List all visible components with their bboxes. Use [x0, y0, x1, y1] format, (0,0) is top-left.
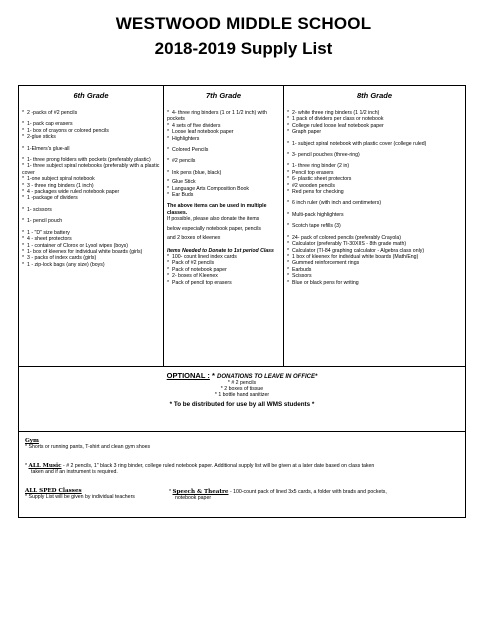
item-text: 4- three ring binders (1 or 1 1/2 inch) with pockets [167, 110, 267, 123]
grade6-title: 6th Grade [73, 91, 109, 100]
grade7-note-line: below especially notebook paper, pencils [167, 225, 262, 232]
bullet: * [287, 152, 290, 159]
bullet: * [22, 134, 25, 141]
bullet: * [287, 200, 290, 207]
bullet: * [167, 135, 170, 142]
bullet: * [167, 110, 170, 116]
item-text: 4 sets of five dividers [172, 122, 221, 129]
speech-text: - 100-count pack of lined 3x5 cards, a folder with brads and pockets, [229, 489, 387, 495]
item-text: Pack of #2 pencils [172, 260, 215, 267]
bullet: * [22, 255, 25, 262]
bullet: * [25, 444, 28, 451]
item-text: Calculator (TI-84 graphing calculator - Algebra class only) [292, 247, 425, 254]
bullet: * [22, 182, 25, 189]
speech-theatre-section [169, 489, 459, 502]
bullet: * [287, 129, 290, 136]
grade7-donate-title: Items Needed to Donate to 1st period Class [167, 247, 274, 254]
bullet: * [287, 176, 290, 183]
item-text: Multi-pack highlighters [292, 211, 344, 218]
music-text: - # 2 pencils, 1" black 3 ring binder, college ruled notebook paper. Additional supply list will be given at a later date based on class taken [63, 463, 375, 469]
item-text: 6- plastic sheet protectors [292, 176, 352, 183]
grade7-note-line: and 2 boxes of kleenex [167, 235, 221, 242]
speech-title: Speech & Theatre [172, 489, 229, 495]
bullet: * [22, 218, 25, 225]
bullet: * [287, 116, 290, 123]
bullet: * [167, 279, 170, 286]
item-text: 1- pack cap erasers [27, 121, 73, 128]
item-text: Scissors [292, 273, 312, 280]
item-text: 2 -packs of #2 pencils [27, 110, 78, 116]
item-text: Glue Stick [172, 179, 196, 186]
item-text: Colored Pencils [172, 147, 209, 154]
item-text: 1 -package of dividers [27, 195, 78, 202]
item-text: 2-glue sticks [27, 134, 56, 141]
item-text: Gummed reinforcement rings [292, 260, 360, 267]
bullet: * [287, 260, 290, 267]
bullet: * [25, 463, 28, 469]
list-item [167, 280, 280, 286]
bullet: * [287, 110, 290, 116]
bullet: * [287, 279, 290, 286]
bullet: * [22, 206, 25, 213]
bullet: * [22, 248, 25, 255]
item-text: 1 - zip-lock bags (any size) (boys) [27, 261, 105, 268]
bullet: * [287, 211, 290, 218]
other-classes-section [18, 432, 466, 518]
optional-line: * # 2 pencils [227, 380, 257, 386]
item-text: 1- box of crayons or colored pencils [27, 127, 109, 134]
item-text: 2- boxes of Kleenex [172, 273, 218, 280]
item-text: Graph paper [292, 129, 322, 136]
list-item [22, 163, 160, 176]
grade7-note-line: If possible, please also donate the items [167, 216, 260, 223]
item-text: 1- three ring binder (2 in) [292, 163, 350, 170]
bullet: * [167, 169, 170, 176]
item-text: 1 pack of dividers per class or notebook [292, 116, 384, 123]
item-text: 3 - three ring binders (1 inch) [27, 182, 94, 189]
item-text: 1- three prong folders with pockets (preferably plastic) [27, 157, 151, 164]
bullet: * [22, 145, 25, 152]
item-text: #2 pencils [172, 158, 196, 165]
optional-heading [19, 371, 465, 380]
music-text-continued: taken and if an instrument is required. [31, 469, 118, 476]
bullet: * [167, 253, 170, 260]
music-title: ALL Music [28, 463, 62, 469]
optional-star: * [211, 371, 215, 380]
item-text: 100- count lined index cards [172, 253, 237, 260]
optional-line: * 2 boxes of tissue [220, 386, 264, 393]
item-text: 1 box of kleenex for individual white boards (Math/Eng) [292, 253, 419, 260]
bullet: * [22, 189, 25, 196]
grade6-column [19, 86, 164, 366]
music-section [25, 463, 461, 476]
bullet: * [167, 260, 170, 267]
item-text: Ink pens (blue, black) [172, 169, 222, 176]
item-text: College ruled loose leaf notebook paper [292, 122, 384, 129]
item-text: Calculator (preferably TI-30XIIS - 8th grade math) [292, 241, 407, 248]
item-text: 6 inch ruler (with inch and centimeters) [292, 200, 382, 207]
bullet: * [287, 140, 290, 147]
grade6-item-list [19, 110, 163, 268]
item-text: 2- white three ring binders (1 1/2 inch) [292, 110, 380, 116]
bullet: * [22, 261, 25, 268]
bullet: * [287, 266, 290, 273]
grade8-title: 8th Grade [356, 91, 392, 100]
bullet: * [167, 192, 170, 199]
item-text: 1- box of kleenex for individual white boards (girls) [27, 248, 143, 255]
bullet: * [25, 494, 28, 501]
item-text: 4 - sheet protectors [27, 236, 72, 243]
bullet: * [287, 169, 290, 176]
gym-text: Shorts or running pants, T-shirt and clean gym shoes [28, 444, 151, 451]
bullet: * [287, 253, 290, 260]
gym-title: Gym [25, 438, 39, 444]
item-text: 1- scissors [27, 206, 52, 213]
bullet: * [287, 122, 290, 129]
bullet: * [22, 242, 25, 249]
bullet: * [22, 127, 25, 134]
supply-list-title: 2018-2019 Supply List [154, 39, 333, 58]
bullet: * [22, 236, 25, 243]
item-text: #2 wooden pencils [292, 182, 335, 189]
item-text: Pencil top erasers [292, 169, 334, 176]
item-text: Blue or black pens for writing [292, 279, 359, 286]
item-text: 4 - packages wide ruled notebook paper [27, 189, 120, 196]
bullet: * [167, 158, 170, 165]
item-text: 1 - "D" size battery [27, 229, 70, 236]
bullet: * [22, 176, 25, 183]
bullet: * [167, 266, 170, 273]
grade7-note: The above items can be used in multiple classes. [167, 203, 267, 216]
bullet: * [167, 273, 170, 280]
grade-columns-table [18, 85, 466, 367]
bullet: * [287, 223, 290, 230]
bullet: * [22, 195, 25, 202]
item-text: Language Arts Composition Book [172, 185, 249, 192]
item-text: 1 - container of Clorox or Lysol wipes (boys) [27, 242, 129, 249]
optional-line: * 1 bottle hand sanitizer [214, 392, 270, 399]
optional-subtitle: DONATIONS TO LEAVE IN OFFICE* [216, 374, 318, 380]
bullet: * [22, 229, 25, 236]
grade8-item-list [284, 110, 465, 286]
item-text: 1- pencil pouch [27, 218, 63, 225]
list-item [22, 262, 160, 268]
bullet: * [169, 489, 172, 495]
item-text: 24- pack of colored pencils (preferably Crayola) [292, 234, 401, 241]
sped-section [25, 488, 165, 501]
item-text: 1-one subject spiral notebook [27, 176, 95, 183]
sped-title: ALL SPED Classes [25, 488, 82, 494]
bullet: * [22, 157, 25, 164]
bullet: * [167, 147, 170, 154]
item-text: 1- subject spiral notebook with plastic cover (college ruled) [292, 140, 427, 147]
bullet: * [287, 247, 290, 254]
grade7-item-list [164, 110, 283, 286]
bullet: * [22, 110, 25, 116]
item-text: 1- three subject spiral notebooks (preferably with a plastic cover [22, 163, 160, 176]
item-text: Earbuds [292, 266, 312, 273]
bullet: * [167, 129, 170, 136]
item-text: 1-Elmers's glue-all [27, 145, 70, 152]
sped-text: Supply List will be given by individual teachers [28, 494, 135, 501]
item-text: Pack of pencil top erasers [172, 279, 232, 286]
list-item [287, 280, 462, 286]
grade7-column [164, 86, 284, 366]
bullet: * [287, 189, 290, 196]
bullet: * [167, 185, 170, 192]
item-text: 3- pencil pouches (three-ring) [292, 152, 360, 159]
item-text: Red pens for checking [292, 189, 344, 196]
optional-footer: * To be distributed for use by all WMS students * [169, 400, 315, 408]
list-item [167, 110, 280, 123]
item-text: Ear Buds [172, 192, 194, 199]
bullet: * [287, 273, 290, 280]
bullet: * [287, 241, 290, 248]
optional-donations-section [18, 367, 466, 432]
bullet: * [287, 234, 290, 241]
school-title: WESTWOOD MIDDLE SCHOOL [115, 14, 372, 33]
item-text: 3 - packs of index cards (girls) [27, 255, 97, 262]
bullet: * [22, 163, 25, 170]
item-text: Scotch tape refills (3) [292, 223, 341, 230]
item-text: Highlighters [172, 135, 200, 142]
bullet: * [167, 122, 170, 129]
grade8-column [284, 86, 465, 366]
bullet: * [167, 179, 170, 186]
gym-section [25, 438, 455, 451]
item-text: Loose leaf notebook paper [172, 129, 234, 136]
bullet: * [287, 182, 290, 189]
bullet: * [287, 163, 290, 170]
grade7-title: 7th Grade [205, 91, 241, 100]
bullet: * [22, 121, 25, 128]
item-text: Pack of notebook paper [172, 266, 227, 273]
optional-label: OPTIONAL : [166, 371, 210, 380]
speech-text-continued: notebook paper [175, 495, 212, 502]
